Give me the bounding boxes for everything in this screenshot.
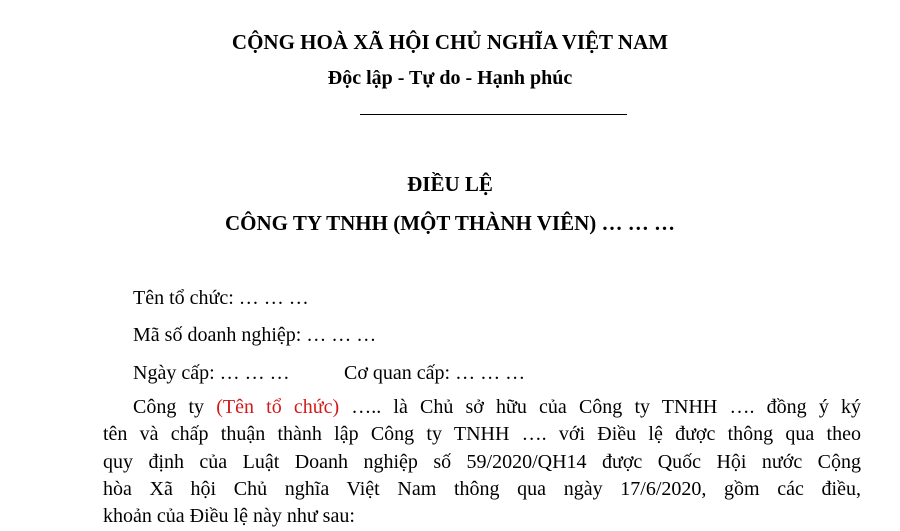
- paragraph-line-1: [133, 396, 861, 419]
- paragraph-prefix: Công ty: [133, 396, 217, 418]
- document-title: ĐIỀU LỆ: [407, 172, 493, 196]
- org-name-placeholder: (Tên tổ chức): [216, 396, 340, 418]
- paragraph-suffix: ….. là Chủ sở hữu của Công ty TNHH …. đồng ý ký: [339, 396, 861, 418]
- paragraph-line-4: hòa Xã hội Chủ nghĩa Việt Nam thông qua ngày 17/6/2020, gồm các điều,: [103, 478, 861, 500]
- paragraph-line-2: tên và chấp thuận thành lập Công ty TNHH …. với Điều lệ được thông qua theo: [103, 423, 861, 445]
- document-subtitle: CÔNG TY TNHH (MỘT THÀNH VIÊN) … … …: [224, 211, 675, 235]
- org-name-field: Tên tổ chức: … … …: [133, 287, 309, 309]
- national-title: CỘNG HOÀ XÃ HỘI CHỦ NGHĨA VIỆT NAM: [231, 30, 669, 54]
- paragraph-line-3: quy định của Luật Doanh nghiệp số 59/2020/QH14 được Quốc Hội nước Cộng: [103, 451, 861, 473]
- paragraph-line-5: khoản của Điều lệ này như sau:: [103, 505, 355, 527]
- tax-code-field: Mã số doanh nghiệp: … … …: [133, 324, 377, 346]
- header-divider: [360, 114, 627, 115]
- issue-date-field: Ngày cấp: … … …: [133, 362, 290, 384]
- national-motto: Độc lập - Tự do - Hạnh phúc: [327, 67, 573, 89]
- issuing-authority-field: Cơ quan cấp: … … …: [344, 362, 526, 384]
